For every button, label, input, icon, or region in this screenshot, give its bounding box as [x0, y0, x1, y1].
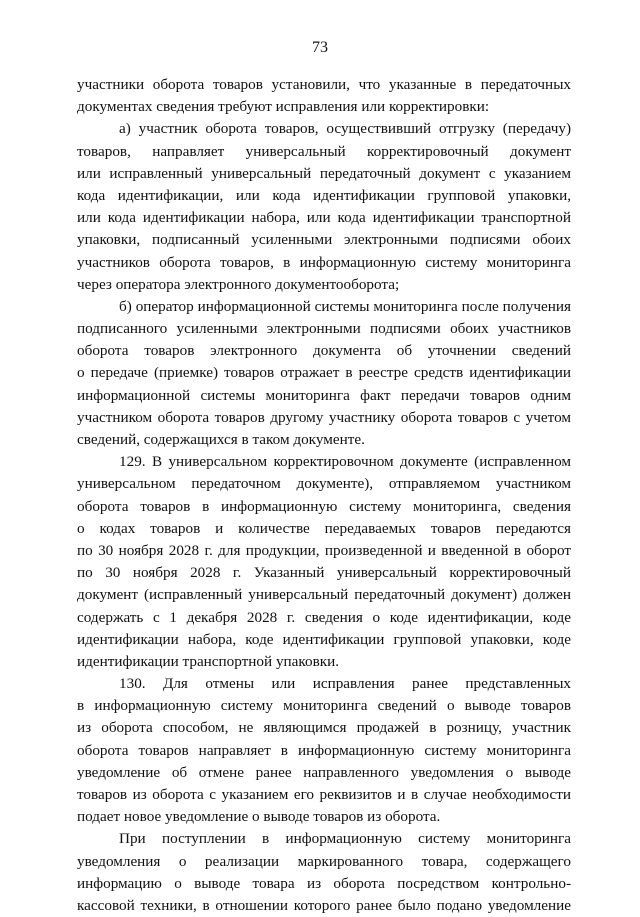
text-line: универсальном передаточном документе), отправляемом участником	[77, 475, 571, 493]
text-line: 129. В универсальном корректировочном документе (исправленном	[119, 453, 571, 471]
text-line: документах сведения требуют исправления или корректировки:	[77, 98, 490, 116]
text-line: через оператора электронного документооборота;	[77, 275, 400, 293]
text-line: из оборота способом, не являющимся продажей в розницу, участник	[77, 719, 571, 737]
text-line: 130. Для отмены или исправления ранее представленных	[119, 675, 571, 693]
text-line: идентификации набора, коде идентификации групповой упаковки, коде	[77, 630, 571, 648]
text-line: оборота товаров направляет в информационную систему мониторинга	[77, 741, 571, 759]
text-line: оборота товаров в информационную систему мониторинга, сведения	[77, 497, 571, 515]
text-line: товаров из оборота с указанием его реквизитов и в случае необходимости	[77, 786, 571, 803]
text-line: по 30 ноября 2028 г. для продукции, произведенной и введенной в оборот	[77, 541, 571, 559]
text-line: о кодах товаров и количестве передаваемых товаров передаются	[77, 519, 571, 537]
text-line: уведомление об отмене ранее направленного уведомления о выводе	[77, 763, 571, 781]
text-line: участников оборота товаров, в информационную систему мониторинга	[77, 253, 571, 271]
text-line: по 30 ноября 2028 г. Указанный универсальный корректировочный	[77, 564, 571, 582]
text-line: о передаче (приемке) товаров отражает в реестре средств идентификации	[77, 364, 571, 382]
text-line: подписанного усиленными электронными подписями обоих участников	[77, 320, 571, 338]
text-line: упаковки, подписанный усиленными электронными подписями обоих	[77, 231, 571, 249]
text-line: информационной системы мониторинга факт передачи товаров одним	[77, 386, 571, 404]
page-number: 73	[312, 39, 328, 56]
text-line: кассовой техники, в отношении которого ранее было подано уведомление	[77, 896, 571, 914]
text-line: информацию о выводе товара из оборота посредством контрольно-	[77, 874, 571, 892]
text-line: уведомления о реализации маркированного товара, содержащего	[77, 852, 571, 870]
text-line: кода идентификации, или кода идентификации групповой упаковки,	[77, 186, 571, 204]
text-line: подает новое уведомление о выводе товаров из оборота.	[77, 808, 441, 826]
text-line: сведений, содержащихся в таком документе.	[77, 431, 365, 448]
text-line: а) участник оборота товаров, осуществивший отгрузку (передачу)	[119, 120, 571, 138]
text-line: б) оператор информационной системы мониторинга после получения	[119, 297, 571, 315]
text-line: товаров, направляет универсальный корректировочный документ	[77, 142, 571, 160]
text-line: или кода идентификации набора, или кода идентификации транспортной	[77, 209, 571, 227]
text-line: или исправленный универсальный передаточный документ с указанием	[77, 164, 571, 182]
text-line: содержать с 1 декабря 2028 г. сведения о коде идентификации, коде	[77, 608, 571, 626]
text-line: идентификации транспортной упаковки.	[77, 652, 340, 670]
text-line: в информационную систему мониторинга сведений о выводе товаров	[77, 697, 571, 715]
text-line: участником оборота товаров другому участнику оборота товаров с учетом	[77, 408, 571, 426]
document-body	[77, 74, 571, 917]
text-line: оборота товаров электронного документа об уточнении сведений	[77, 342, 571, 360]
text-line: При поступлении в информационную систему мониторинга	[119, 830, 571, 848]
text-line: документ (исправленный универсальный передаточный документ) должен	[77, 586, 571, 604]
text-line: участники оборота товаров установили, что указанные в передаточных	[77, 76, 571, 93]
